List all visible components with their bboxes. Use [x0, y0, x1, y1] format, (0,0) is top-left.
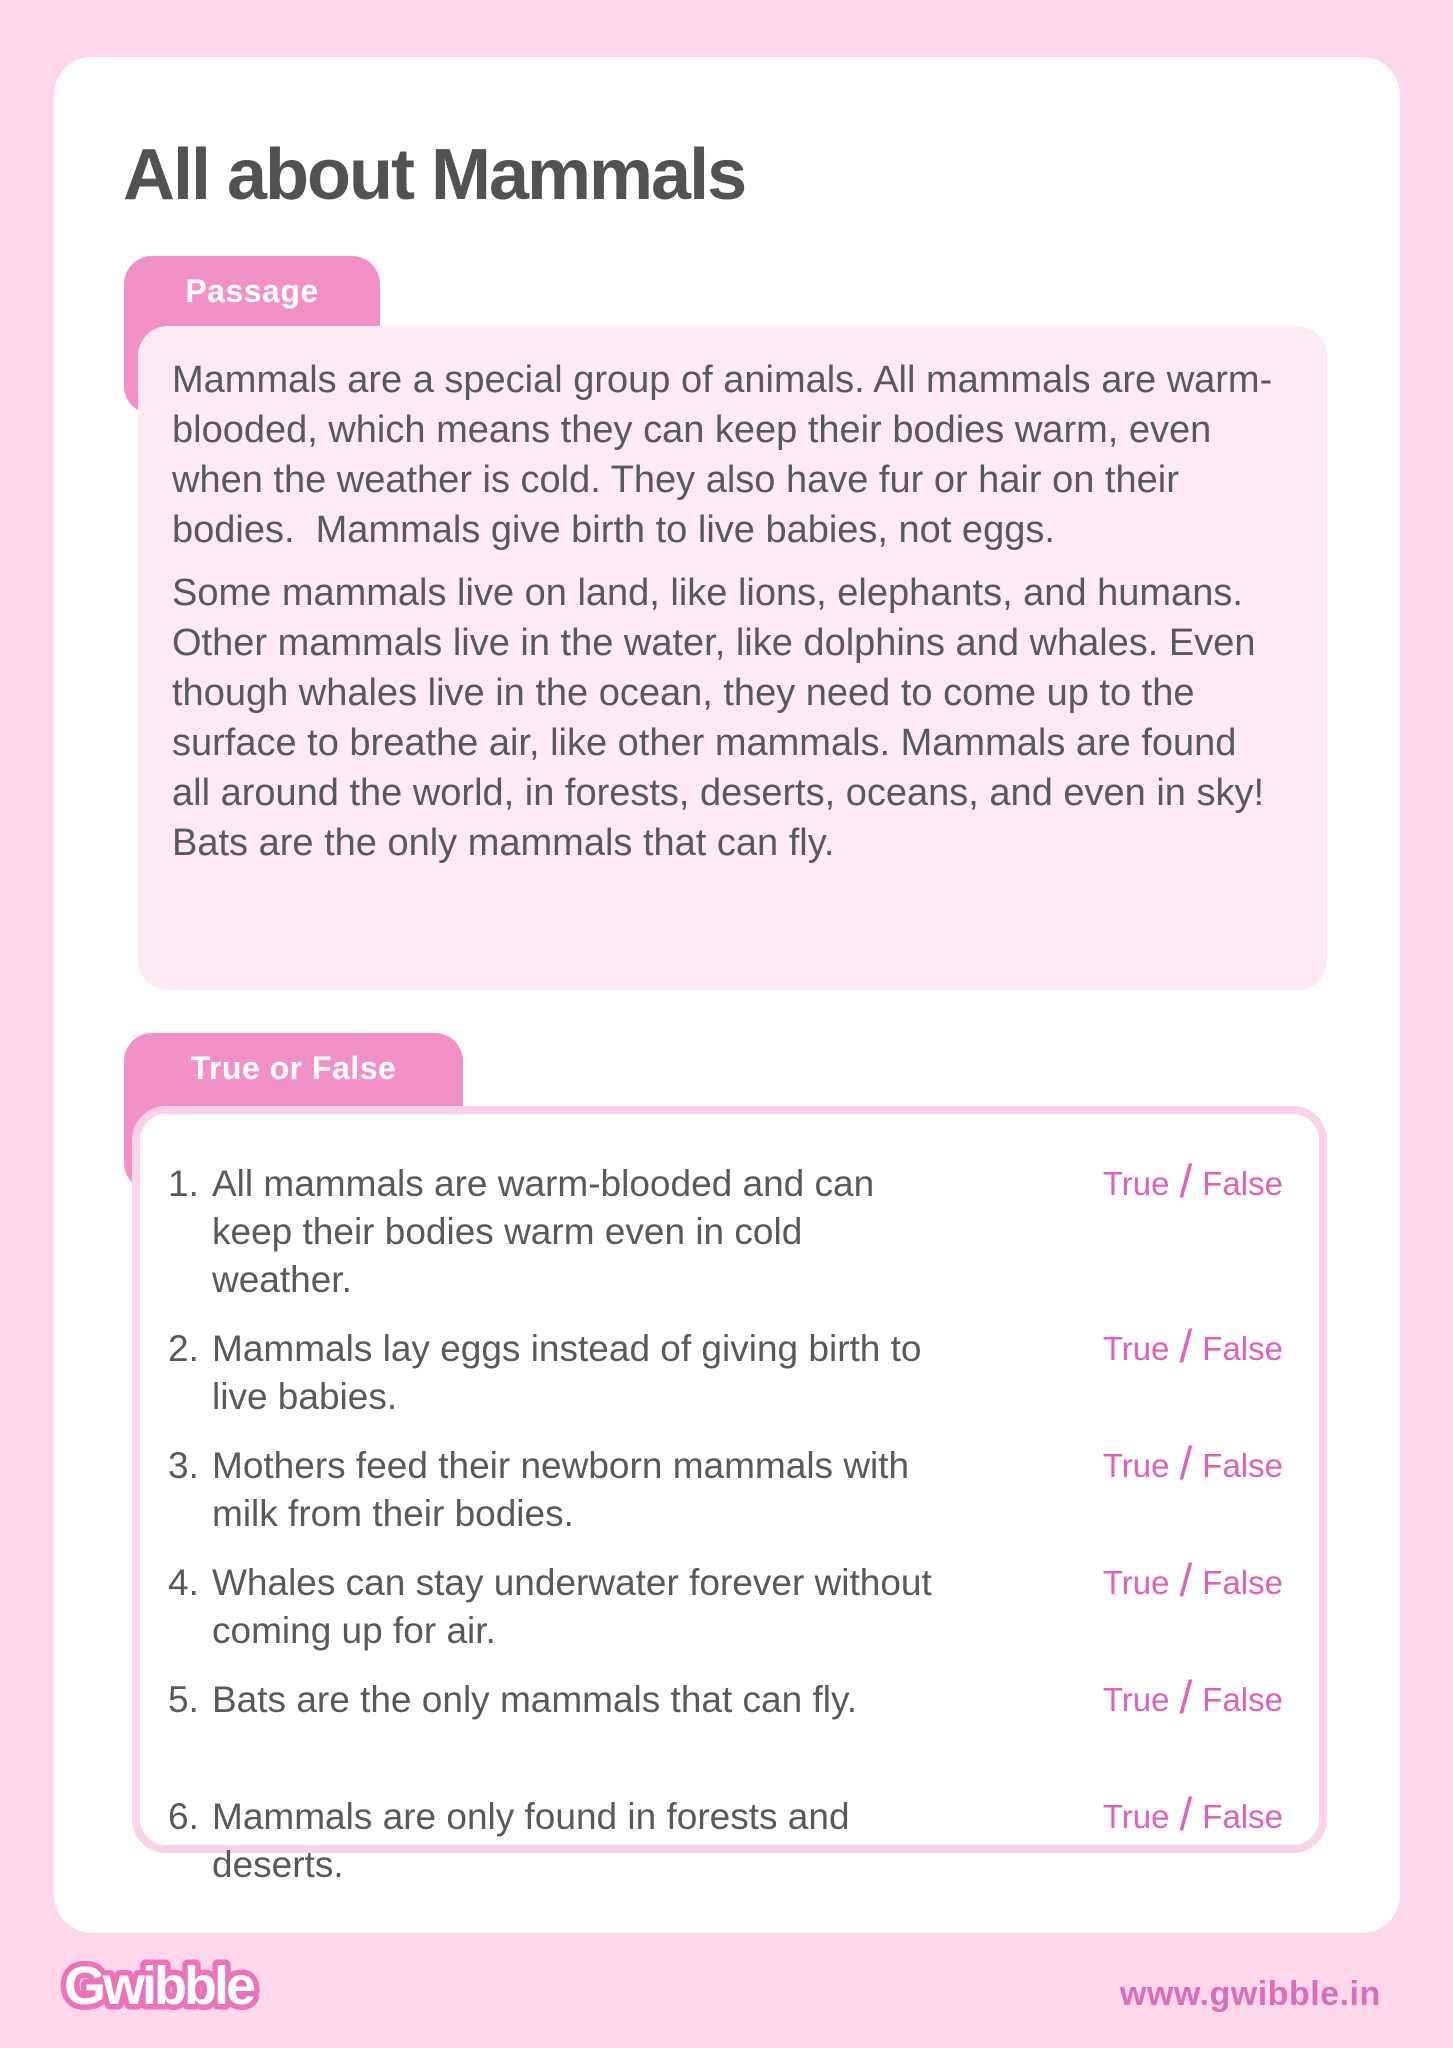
true-false-separator: / [1179, 1437, 1193, 1489]
question-number: 5. [168, 1679, 199, 1720]
true-option[interactable]: True [1102, 1681, 1170, 1718]
question-number: 1. [168, 1163, 199, 1204]
false-option[interactable]: False [1202, 1798, 1283, 1835]
true-option[interactable]: True [1102, 1165, 1170, 1202]
question-number: 2. [168, 1328, 199, 1369]
question-number: 3. [168, 1445, 199, 1486]
true-false-separator: / [1179, 1320, 1193, 1372]
question-text: Bats are the only mammals that can fly. [212, 1679, 858, 1720]
true-false-separator: / [1179, 1155, 1193, 1207]
question-text: All mammals are warm-blooded and can keep their bodies warm even in cold weather. [212, 1163, 875, 1300]
true-option[interactable]: True [1102, 1447, 1170, 1484]
true-false-options [1102, 1788, 1283, 1841]
passage-tab-label: Passage [185, 273, 319, 309]
passage-paragraph: Mammals are a special group of animals. All mammals are warm-blooded, which means they can keep their bodies warm, even when the weather is cold. They also have fur or hair on their bodies. Mammals give birth to live babies, not eggs. [172, 359, 1273, 551]
true-false-separator: / [1179, 1671, 1193, 1723]
website-link[interactable]: www.gwibble.in [1120, 1975, 1381, 2013]
gwibble-logo-text: Gwibble [64, 1956, 254, 2016]
true-false-options [1102, 1671, 1283, 1724]
true-false-options [1102, 1437, 1283, 1490]
false-option[interactable]: False [1202, 1681, 1283, 1718]
false-option[interactable]: False [1202, 1330, 1283, 1367]
question-row [154, 1155, 1283, 1304]
gwibble-logo [56, 1952, 296, 2024]
question-text: Mothers feed their newborn mammals with milk from their bodies. [212, 1445, 910, 1534]
question-row [154, 1437, 1283, 1538]
true-or-false-tab-label: True or False [190, 1050, 397, 1086]
true-false-options [1102, 1320, 1283, 1373]
question-text: Mammals are only found in forests and deserts. [212, 1796, 850, 1885]
true-option[interactable]: True [1102, 1330, 1170, 1367]
false-option[interactable]: False [1202, 1564, 1283, 1601]
question-row [154, 1671, 1283, 1772]
question-number: 6. [168, 1796, 199, 1837]
question-row [154, 1554, 1283, 1655]
question-number: 4. [168, 1562, 199, 1603]
true-false-separator: / [1179, 1554, 1193, 1606]
true-or-false-box [132, 1106, 1327, 1885]
true-option[interactable]: True [1102, 1564, 1170, 1601]
true-false-options [1102, 1155, 1283, 1208]
false-option[interactable]: False [1202, 1447, 1283, 1484]
page-title: All about Mammals [123, 135, 746, 215]
passage-box [138, 326, 1327, 990]
true-false-options [1102, 1554, 1283, 1607]
question-text: Mammals lay eggs instead of giving birth to live babies. [212, 1328, 922, 1417]
passage-paragraph: Some mammals live on land, like lions, elephants, and humans. Other mammals live in the water, like dolphins and whales. Even though whales live in the ocean, they need to come up to the surface to breathe air, like other mammals. Mammals are found all around the world, in forests, deserts, oceans, and even in sky! Bats are the only mammals that can fly. [172, 572, 1275, 864]
question-text: Whales can stay underwater forever without coming up for air. [212, 1562, 932, 1651]
false-option[interactable]: False [1202, 1165, 1283, 1202]
true-false-separator: / [1179, 1788, 1193, 1840]
question-row [154, 1320, 1283, 1421]
true-option[interactable]: True [1102, 1798, 1170, 1835]
question-row [154, 1788, 1283, 1889]
